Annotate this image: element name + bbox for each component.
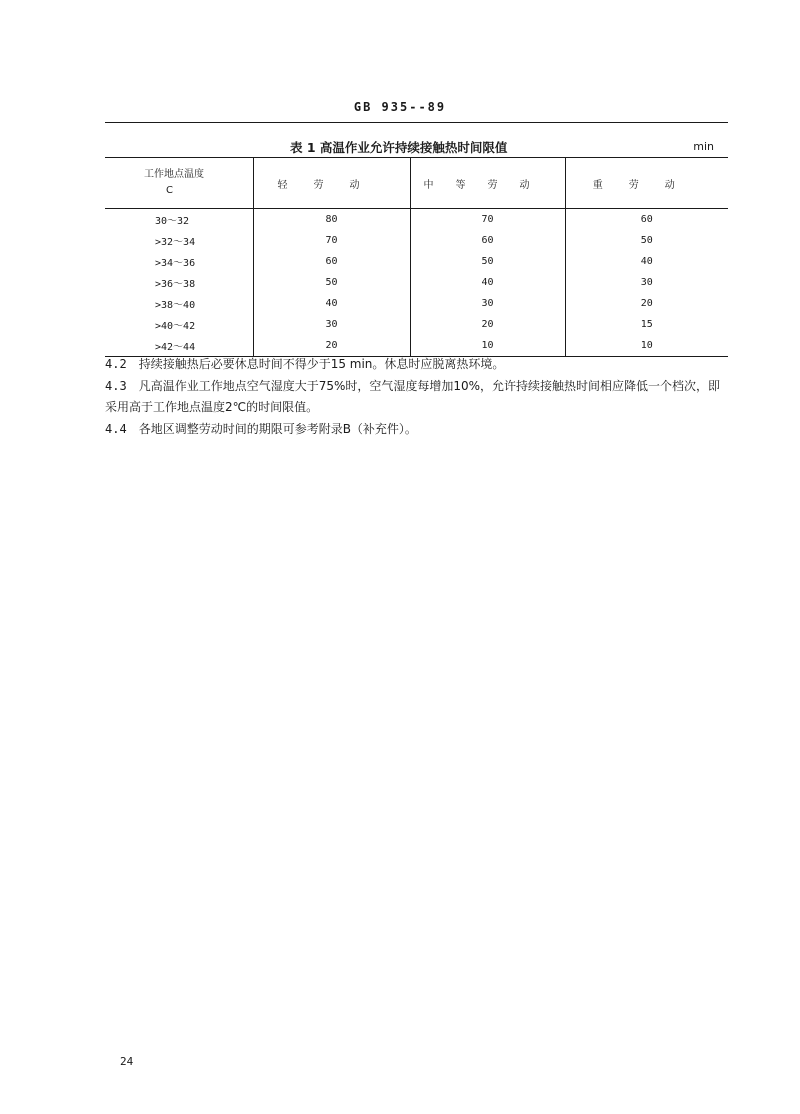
table-row (105, 293, 728, 314)
paragraph-4-4 (105, 419, 728, 440)
page-number: 24 (120, 1055, 134, 1068)
paragraph-text: 凡高温作业工作地点空气湿度大于75%时，空气湿度每增加10%，允许持续接触热时间相应降低一个档次，即采用高于工作地点温度2℃的时间限值。 (105, 379, 721, 414)
cell-heavy-labor: 10 (565, 335, 728, 357)
cell-heavy-labor: 15 (565, 314, 728, 335)
column-header-medium-labor: 中等劳动 (410, 158, 565, 209)
cell-light-labor: 30 (253, 314, 410, 335)
cell-light-labor: 60 (253, 251, 410, 272)
temperature-unit: C (166, 185, 173, 196)
document-code: GB 935--89 (353, 100, 447, 114)
paragraph-number: 4.4 (105, 422, 127, 436)
table-row (105, 209, 728, 231)
paragraph-text: 持续接触热后必要休息时间不得少于15 min。休息时应脱离热环境。 (138, 357, 505, 371)
cell-temperature: >42～44 (155, 342, 196, 353)
cell-temperature: 30～32 (155, 216, 190, 227)
cell-medium-labor: 70 (410, 209, 565, 231)
cell-medium-labor: 30 (410, 293, 565, 314)
cell-medium-labor: 20 (410, 314, 565, 335)
cell-heavy-labor: 40 (565, 251, 728, 272)
table-row (105, 314, 728, 335)
table-row (105, 251, 728, 272)
table-title: 表 1 高温作业允许持续接触热时间限值 (290, 140, 508, 155)
cell-medium-labor: 40 (410, 272, 565, 293)
cell-temperature: >36～38 (155, 279, 196, 290)
cell-heavy-labor: 30 (565, 272, 728, 293)
table-row (105, 272, 728, 293)
paragraph-text: 各地区调整劳动时间的期限可参考附录B（补充件）。 (138, 422, 417, 436)
cell-light-labor: 50 (253, 272, 410, 293)
column-header-light-labor: 轻劳动 (253, 158, 410, 209)
paragraph-number: 4.2 (105, 357, 127, 371)
cell-light-labor: 40 (253, 293, 410, 314)
column-header-heavy-labor: 重劳动 (565, 158, 728, 209)
cell-medium-labor: 50 (410, 251, 565, 272)
paragraph-4-3 (105, 376, 728, 418)
table-unit: min (693, 140, 714, 153)
cell-light-labor: 80 (253, 209, 410, 231)
cell-heavy-labor: 20 (565, 293, 728, 314)
temperature-label: 工作地点温度 (144, 169, 204, 180)
heat-exposure-table (105, 157, 728, 357)
table-caption (105, 138, 728, 154)
table-header-row (105, 158, 728, 209)
header-rule (105, 122, 728, 123)
column-header-temperature (105, 158, 253, 209)
cell-temperature: >38～40 (155, 300, 196, 311)
cell-temperature: >34～36 (155, 258, 196, 269)
paragraph-4-2 (105, 354, 728, 375)
cell-heavy-labor: 60 (565, 209, 728, 231)
cell-light-labor: 70 (253, 230, 410, 251)
cell-medium-labor: 10 (410, 335, 565, 357)
paragraph-number: 4.3 (105, 379, 127, 393)
table-row (105, 230, 728, 251)
cell-medium-labor: 60 (410, 230, 565, 251)
cell-temperature: >40～42 (155, 321, 196, 332)
cell-temperature: >32～34 (155, 237, 196, 248)
cell-light-labor: 20 (253, 335, 410, 357)
cell-heavy-labor: 50 (565, 230, 728, 251)
